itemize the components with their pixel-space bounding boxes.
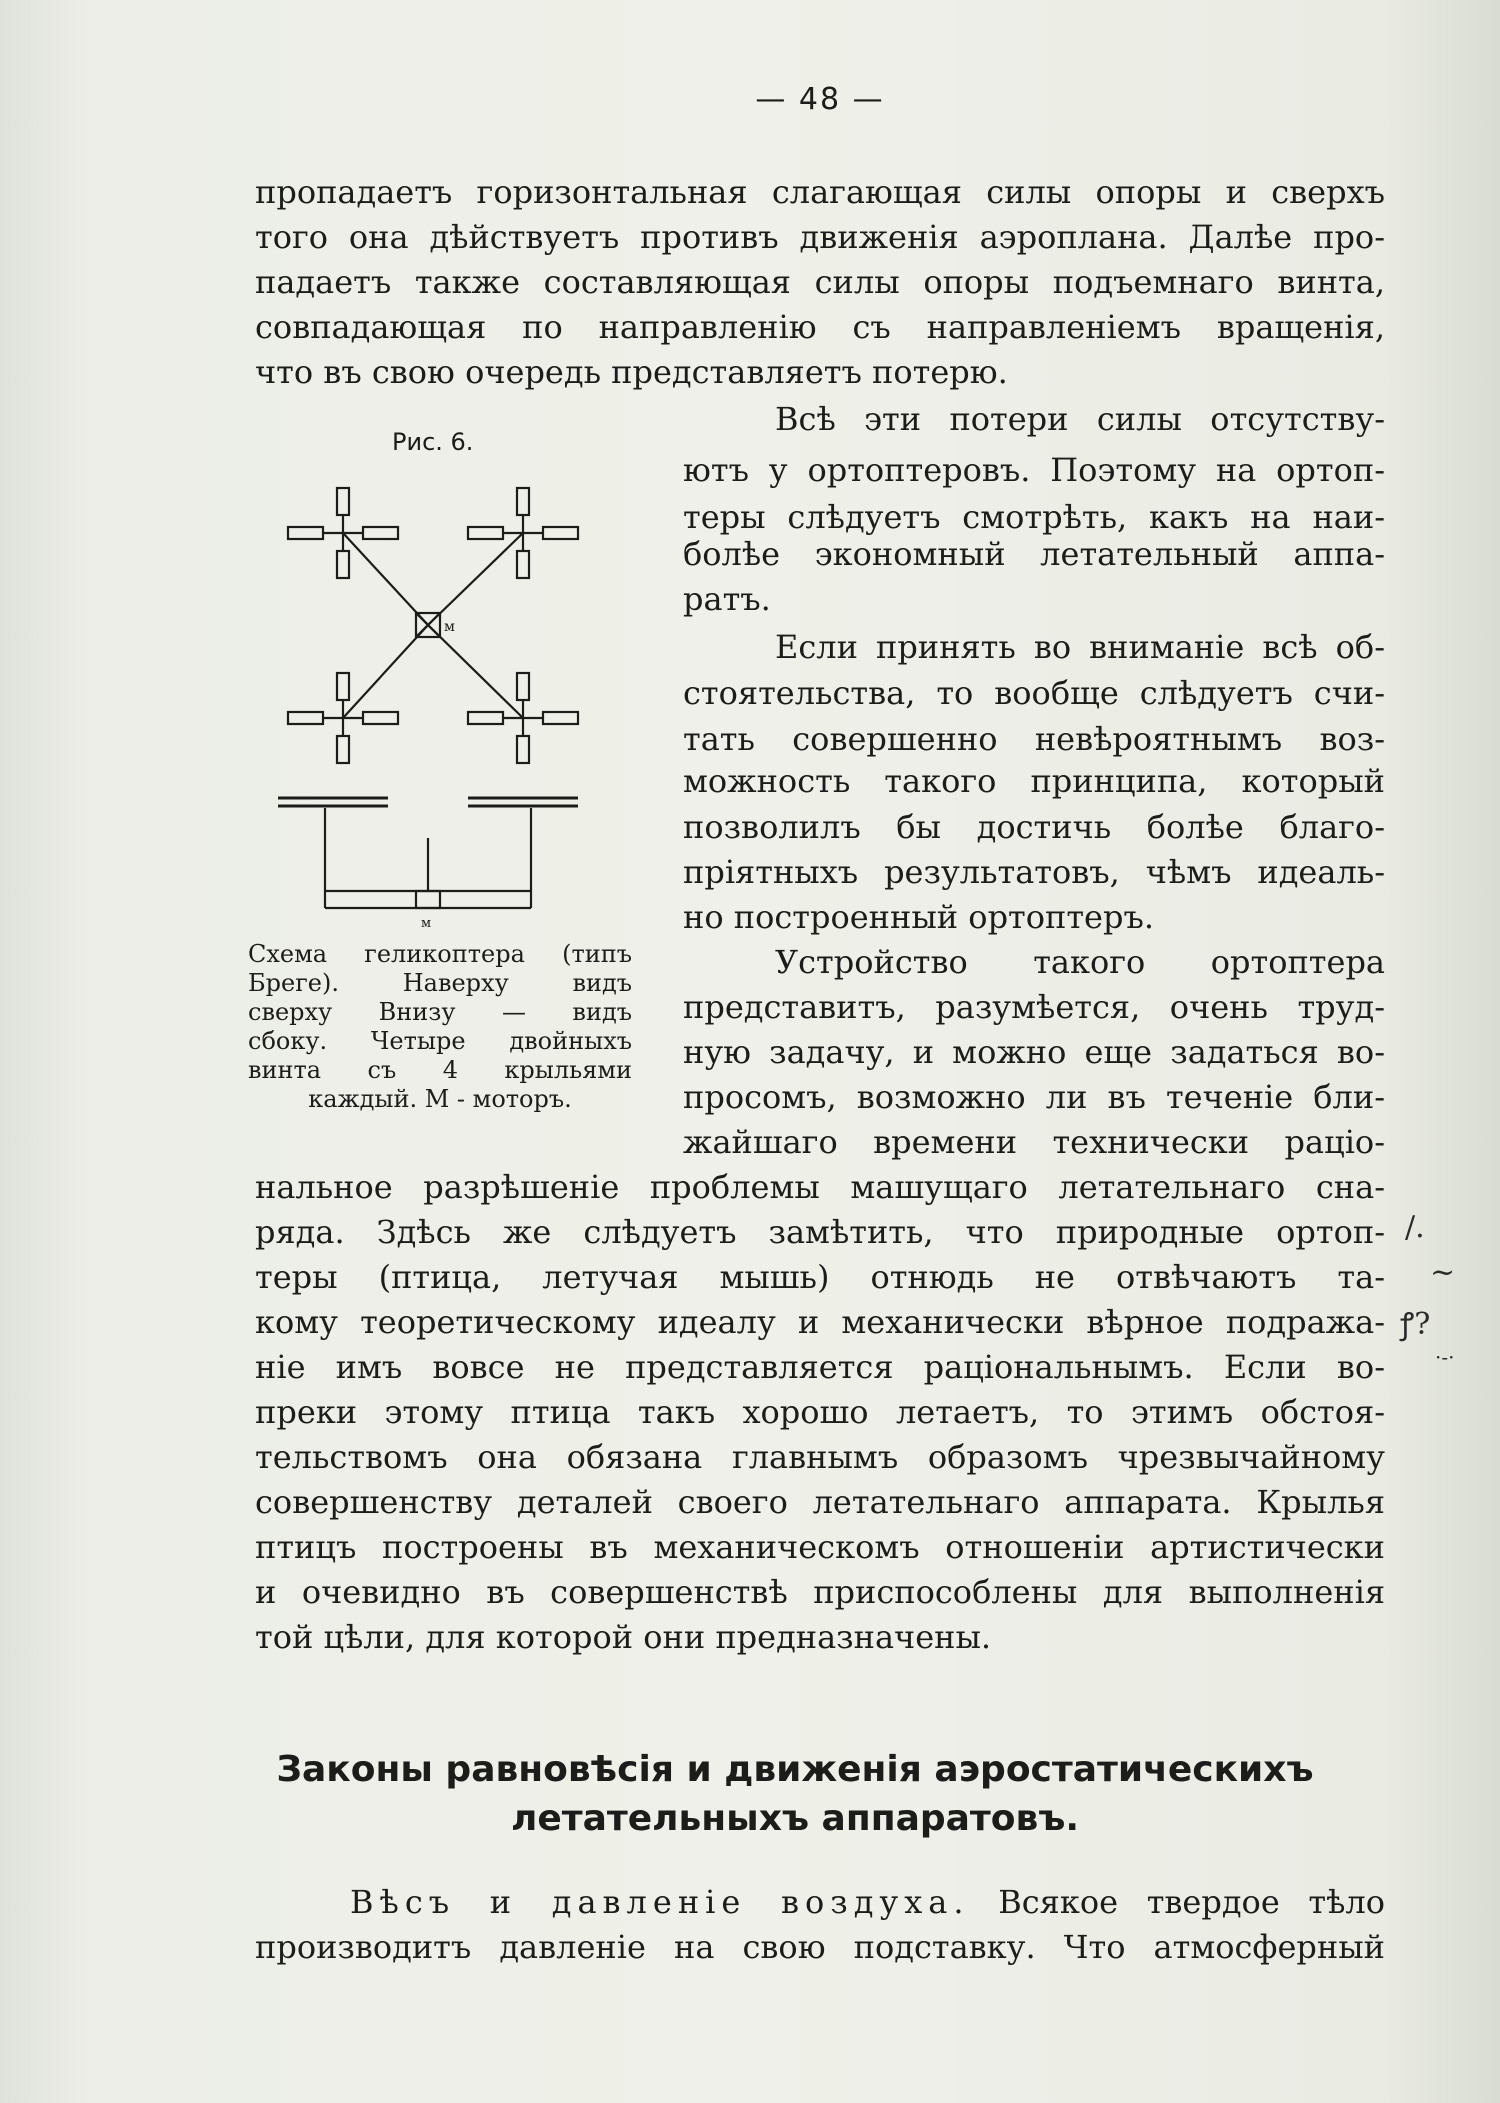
rotor-blade [517, 673, 529, 700]
text-line: кому теоретическому идеалу и механически вѣрное подража- [255, 1303, 1385, 1341]
text-line: теры слѣдуетъ смотрѣть, какъ на наи- [683, 498, 1385, 536]
boom-line [343, 533, 428, 625]
rotor-blade [363, 712, 398, 724]
text-line: ютъ у ортоптеровъ. Поэтому на ортоп- [683, 451, 1385, 489]
text-line: падаетъ также составляющая силы опоры подъемнаго винта, [255, 263, 1385, 301]
text-line: ряда. Здѣсь же слѣдуетъ замѣтить, что природные ортоп- [255, 1213, 1385, 1251]
rotor-blade [288, 527, 323, 539]
rotor-top-view [288, 673, 398, 763]
rotor-top-view [468, 673, 578, 763]
rotor-blade [363, 527, 398, 539]
rotor-blade [337, 551, 349, 578]
text-line: нальное разрѣшеніе проблемы машущаго летательнаго сна- [255, 1168, 1385, 1206]
text-line: позволилъ бы достичь болѣе благо- [683, 808, 1385, 846]
rotor-blade [517, 736, 529, 763]
text-line: что въ свою очередь представляетъ потерю. [255, 353, 1008, 391]
text-line: Если принять во вниманіе всѣ об- [775, 628, 1385, 666]
text-line: тать совершенно невѣроятнымъ воз- [683, 720, 1385, 758]
text-line: совпадающая по направленію съ направленіемъ вращенія, [255, 308, 1385, 346]
text-line: пріятныхъ результатовъ, чѣмъ идеаль- [683, 853, 1385, 891]
rotor-top-view [468, 488, 578, 578]
text-line: производитъ давленіе на свою подставку. Что атмосферный [255, 1928, 1385, 1966]
rotor-blade [468, 527, 503, 539]
text-line: птицъ построены въ механическомъ отношеніи артистически [255, 1528, 1385, 1566]
section-heading-line: Законы равновѣсія и движенія аэростатическихъ [276, 1749, 1314, 1790]
boom-line [428, 533, 523, 625]
text-line [255, 1880, 1385, 1924]
text-line: ніе имъ вовсе не представляется раціональнымъ. Если во- [255, 1348, 1385, 1386]
text-line: той цѣли, для которой они предназначены. [255, 1618, 992, 1656]
figure-caption-line: винта съ 4 крыльями [248, 1056, 632, 1084]
page-number: — 48 — [755, 82, 885, 117]
margin-annotation: ꝭ? [1400, 1307, 1431, 1342]
rotor-blade [288, 712, 323, 724]
text-line: и очевидно въ совершенствѣ приспособлены для выполненія [255, 1573, 1385, 1611]
text-line: представитъ, разумѣется, очень труд- [683, 988, 1385, 1026]
rotor-blade [337, 488, 349, 515]
text-line: жайшаго времени технически раціо- [683, 1123, 1385, 1161]
section-heading-line: летательныхъ аппаратовъ. [510, 1798, 1080, 1839]
text-line: ратъ. [683, 580, 771, 618]
text-line: стоятельства, то вообще слѣдуетъ счи- [683, 674, 1385, 712]
margin-annotation: ~ [1430, 1255, 1456, 1290]
text-line: совершенству деталей своего летательнаго аппарата. Крылья [255, 1483, 1385, 1521]
boom-line [343, 625, 428, 718]
text-line: пропадаетъ горизонтальная слагающая силы опоры и сверхъ [255, 173, 1385, 211]
rotor-blade [517, 551, 529, 578]
rotor-blade [337, 673, 349, 700]
figure-caption-line: сбоку. Четыре двойныхъ [248, 1027, 632, 1055]
text-line: болѣе экономный летательный аппа- [683, 535, 1385, 573]
motor-side-box [416, 891, 440, 908]
text-line: теры (птица, летучая мышь) отнюдь не отвѣчаютъ та- [255, 1258, 1385, 1296]
rotor-blade [543, 527, 578, 539]
margin-annotation: ·-· [1435, 1345, 1455, 1369]
figure-caption-line: Бреге). Наверху видъ [248, 969, 632, 997]
run-in-heading: Вѣсъ и давленіе воздуха. [350, 1883, 970, 1921]
text-line: просомъ, возможно ли въ теченіе бли- [683, 1078, 1385, 1116]
text-line: Устройство такого ортоптера [775, 943, 1385, 981]
motor-label: м [444, 619, 455, 635]
rotor-blade [468, 712, 503, 724]
motor-side-label: м [421, 916, 432, 931]
rotor-blade [337, 736, 349, 763]
figure-label: Рис. 6. [392, 428, 474, 456]
rotor-blade [517, 488, 529, 515]
text-line: ную задачу, и можно еще задаться во- [683, 1033, 1385, 1071]
text-run: Всякое твердое тѣло [998, 1883, 1386, 1921]
helicopter-diagram [268, 468, 598, 933]
figure-caption-line: Схема геликоптера (типъ [248, 940, 632, 968]
text-line: но построенный ортоптеръ. [683, 898, 1154, 936]
boom-line [428, 625, 523, 718]
rotor-blade [543, 712, 578, 724]
text-line: тельствомъ она обязана главнымъ образомъ чрезвычайному [255, 1438, 1385, 1476]
figure-caption-line: каждый. М - моторъ. [308, 1085, 572, 1113]
rotor-top-view [288, 488, 398, 578]
text-line: преки этому птица такъ хорошо летаетъ, то этимъ обстоя- [255, 1393, 1385, 1431]
figure-caption-line: сверху Внизу — видъ [248, 998, 632, 1026]
margin-annotation: /. [1405, 1210, 1425, 1245]
text-line: Всѣ эти потери силы отсутству- [775, 400, 1385, 438]
text-line: того она дѣйствуетъ противъ движенія аэроплана. Далѣе про- [255, 218, 1385, 256]
text-line: можность такого принципа, который [683, 762, 1385, 800]
